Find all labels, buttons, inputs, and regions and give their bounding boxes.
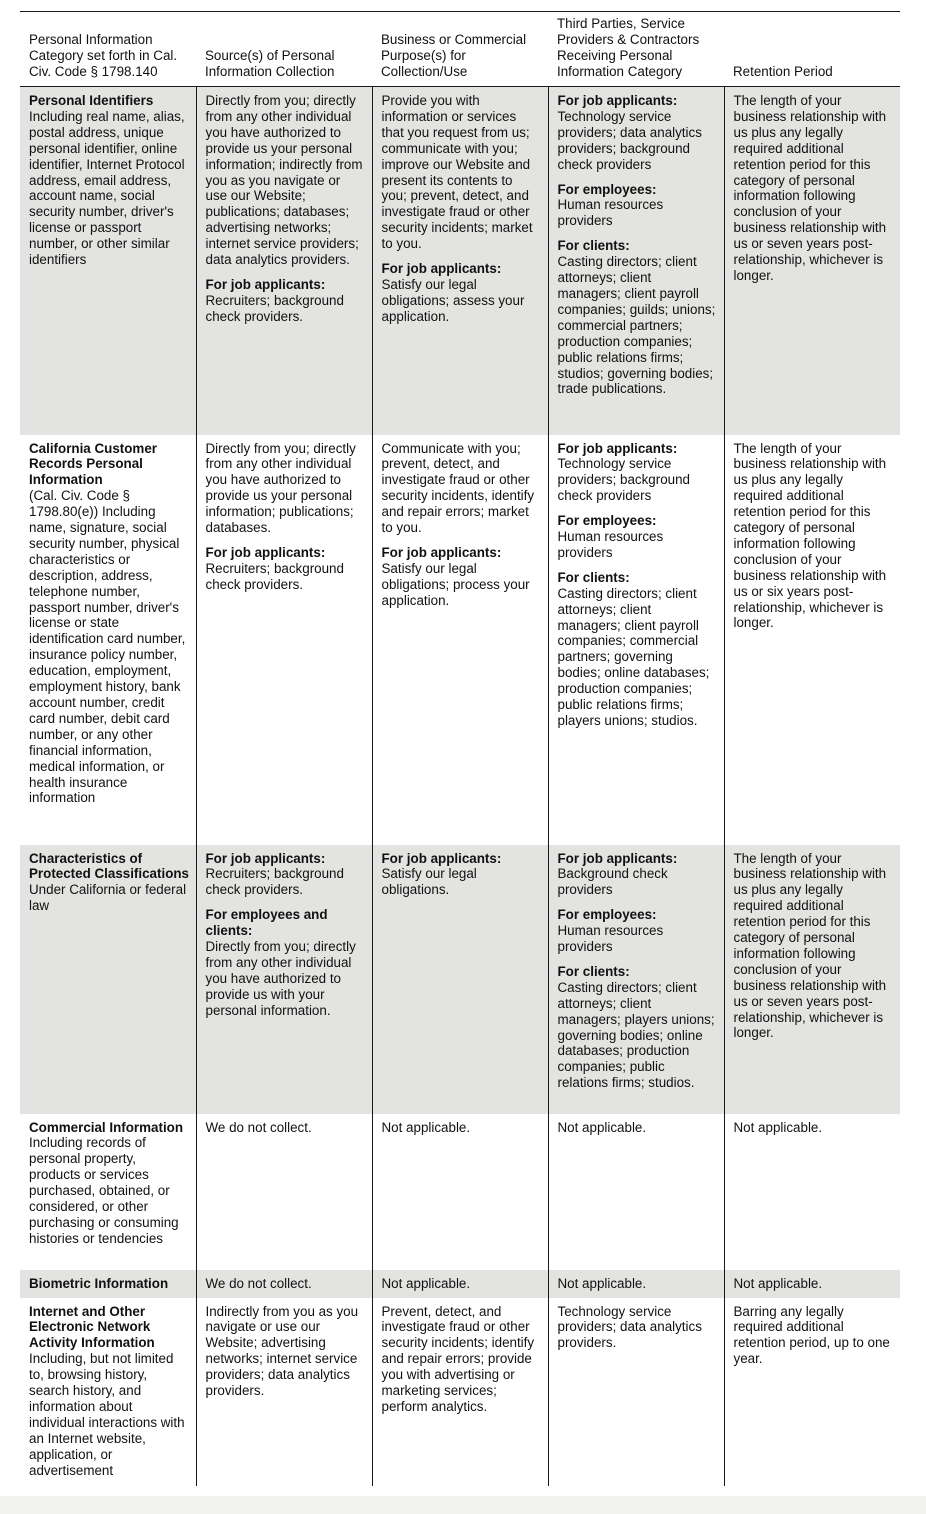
category-cell: [20, 1270, 196, 1298]
recipients-cell-group: [558, 851, 718, 899]
recipients-cell-group: [558, 1276, 718, 1292]
group-label: For clients:: [557, 238, 630, 254]
group-text: Recruiters; background check providers.: [205, 560, 344, 592]
table-body: [20, 87, 900, 1486]
group-label: For job applicants:: [557, 93, 678, 108]
group-text: Indirectly from you as you navigate or use our Website; advertising networks; internet service providers; data analytics providers.: [205, 1303, 359, 1399]
table-row: [20, 87, 900, 435]
group-label: For employees:: [557, 513, 657, 529]
category-cell: [20, 845, 196, 1114]
recipients-cell-group: [558, 93, 718, 173]
header-retention: Retention Period: [724, 12, 900, 87]
category-title: Internet and Other Electronic Network Activity Information: [29, 1303, 155, 1351]
category-cell: [20, 435, 196, 845]
group-text: Not applicable.: [381, 1119, 471, 1135]
retention-text: Not applicable.: [733, 1275, 823, 1291]
purposes-cell-group: [382, 1276, 542, 1292]
category-title: Personal Identifiers: [29, 93, 154, 108]
group-label: For job applicants:: [205, 544, 326, 560]
group-text: Satisfy our legal obligations.: [381, 866, 477, 898]
category-cell: [20, 1298, 196, 1486]
category-description: (Cal. Civ. Code § 1798.80(e)) Including name, signature, social security number, physical characteristics or description, address, telephone number, passport number, driver's license or state identification card number, insurance policy number, education, employment, employment history, bank account number, credit card number, debit card number, or any other financial information, medical information, or health insurance information: [29, 488, 186, 806]
group-text: Human resources providers: [557, 197, 664, 229]
purposes-cell-group: [382, 545, 542, 609]
retention-cell: [724, 1298, 900, 1486]
group-text: Not applicable.: [557, 1275, 647, 1291]
purposes-cell: [372, 845, 548, 1114]
group-text: Not applicable.: [381, 1275, 471, 1291]
group-text: Satisfy our legal obligations; process your application.: [381, 560, 530, 608]
group-text: Recruiters; background check providers.: [205, 292, 344, 324]
purposes-cell-group: [382, 261, 542, 325]
recipients-cell-group: [558, 1120, 718, 1136]
retention-cell: [724, 845, 900, 1114]
retention-cell: [724, 87, 900, 435]
retention-text: Not applicable.: [733, 1119, 823, 1135]
header-purposes: Business or Commercial Purpose(s) for Collection/Use: [372, 12, 548, 87]
recipients-cell-group: [558, 1304, 718, 1352]
sources-cell-group: [206, 907, 366, 1018]
sources-cell: [196, 435, 372, 845]
sources-cell-group: [206, 1304, 366, 1399]
recipients-cell-group: [558, 964, 718, 1091]
category-description: Under California or federal law: [29, 882, 187, 914]
purposes-cell-group: [382, 851, 542, 899]
group-label: For employees:: [557, 181, 657, 197]
purposes-cell: [372, 1298, 548, 1486]
sources-cell: [196, 1298, 372, 1486]
group-text: Directly from you; directly from any other individual you have authorized to provide us your personal information; publications; databases.: [205, 440, 356, 536]
recipients-cell-group: [558, 441, 718, 505]
group-label: For employees and clients:: [205, 907, 328, 939]
table-row: [20, 1114, 900, 1270]
recipients-cell-group: [558, 570, 718, 729]
purposes-cell: [372, 1114, 548, 1270]
group-label: For job applicants:: [381, 544, 502, 560]
group-text: Prevent, detect, and investigate fraud or other security incidents; identify and repair errors; provide you with advertising or marketing services; perform analytics.: [381, 1303, 535, 1414]
group-text: Directly from you; directly from any other individual you have authorized to provide us your personal information; indirectly from you as you navigate or use our Website; publications; databases; advertising networks; internet service providers; data analytics providers.: [205, 93, 363, 268]
group-text: Human resources providers: [557, 923, 664, 955]
sources-cell: [196, 845, 372, 1114]
group-label: For employees:: [557, 907, 657, 923]
group-label: For job applicants:: [557, 850, 678, 866]
table-row: [20, 1298, 900, 1486]
header-category: Personal Information Category set forth in Cal. Civ. Code § 1798.140: [20, 12, 196, 87]
recipients-cell-group: [558, 513, 718, 561]
category-cell: [20, 1114, 196, 1270]
sources-cell-group: [206, 93, 366, 268]
purposes-cell: [372, 1270, 548, 1298]
header-sources: Source(s) of Personal Information Collection: [196, 12, 372, 87]
purposes-cell: [372, 87, 548, 435]
recipients-cell: [548, 435, 724, 845]
table-header-row: [20, 12, 900, 87]
group-label: For job applicants:: [205, 276, 326, 292]
group-label: For clients:: [557, 963, 630, 979]
group-label: For job applicants:: [557, 440, 678, 456]
category-description: Including real name, alias, postal address, unique personal identifier, online identifier, Internet Protocol address, email address, account name, social security number, driver's license or passport number, or other similar identifiers: [29, 108, 185, 268]
category-title: Commercial Information: [29, 1119, 184, 1135]
retention-text: The length of your business relationship with us plus any legally required additional retention period for this category of personal information following conclusion of your business relationship with us or seven years post-relationship, whichever is longer.: [733, 93, 887, 283]
category-title: Biometric Information: [29, 1275, 169, 1291]
recipients-cell: [548, 1114, 724, 1270]
recipients-cell: [548, 1270, 724, 1298]
purposes-cell-group: [382, 1304, 542, 1415]
group-text: Not applicable.: [557, 1119, 647, 1135]
category-title: Characteristics of Protected Classifications: [29, 850, 189, 882]
category-description: Including records of personal property, products or services purchased, obtained, or considered, or other purchasing or consuming histories or tendencies: [29, 1135, 179, 1246]
group-label: For clients:: [557, 569, 630, 585]
group-text: We do not collect.: [205, 1119, 312, 1135]
recipients-cell: [548, 1298, 724, 1486]
group-label: For job applicants:: [205, 850, 326, 866]
group-text: Casting directors; client attorneys; client managers; client payroll companies; guilds; unions; commercial partners; production companies; public relations firms; studios; governing bodies; trade publications.: [557, 254, 716, 397]
group-text: Technology service providers; data analytics providers; background check providers: [557, 108, 702, 172]
group-text: We do not collect.: [205, 1275, 312, 1291]
group-text: Human resources providers: [557, 529, 664, 560]
group-text: Communicate with you; prevent, detect, and investigate fraud or other security incidents, identify and repair errors; market to you.: [381, 440, 535, 536]
group-text: Recruiters; background check providers.: [205, 866, 344, 898]
recipients-cell: [548, 845, 724, 1114]
personal-information-table: [20, 11, 900, 1486]
group-label: For job applicants:: [381, 850, 502, 866]
table-row: [20, 845, 900, 1114]
group-text: Technology service providers; background check providers: [557, 456, 690, 504]
category-cell: [20, 87, 196, 435]
retention-text: Barring any legally required additional retention period, up to one year.: [733, 1303, 890, 1367]
group-text: Casting directors; client attorneys; client managers; players unions; governing bodies; online databases; production companies; public relations firms; studios.: [557, 979, 715, 1091]
category-title: California Customer Records Personal Information: [29, 440, 157, 488]
recipients-cell-group: [558, 907, 718, 955]
group-label: For job applicants:: [381, 261, 502, 277]
recipients-cell-group: [558, 182, 718, 230]
group-text: Provide you with information or services that you request from us; communicate with you; improve our Website and present its contents to you; prevent, detect, and investigate fraud or other security incidents; market to you.: [381, 93, 533, 252]
group-text: Directly from you; directly from any other individual you have authorized to provide us with your personal information.: [205, 939, 356, 1018]
table-row: [20, 435, 900, 845]
recipients-cell-group: [558, 238, 718, 397]
sources-cell-group: [206, 545, 366, 593]
group-text: Casting directors; client attorneys; client managers; client payroll companies; commercial partners; governing bodies; online databases; production companies; public relations firms; players unions; studios.: [557, 585, 710, 728]
purposes-cell-group: [382, 441, 542, 536]
purposes-cell-group: [382, 93, 542, 252]
purposes-cell-group: [382, 1120, 542, 1136]
group-text: Background check providers: [557, 866, 668, 898]
sources-cell-group: [206, 441, 366, 536]
sources-cell-group: [206, 851, 366, 899]
sources-cell-group: [206, 1120, 366, 1136]
header-recipients: Third Parties, Service Providers & Contractors Receiving Personal Information Category: [548, 12, 724, 87]
group-text: Satisfy our legal obligations; assess your application.: [381, 276, 525, 324]
retention-text: The length of your business relationship with us plus any legally required additional retention period for this category of personal information following conclusion of your business relationship with us or seven years post-relationship, whichever is longer.: [733, 850, 887, 1041]
retention-cell: [724, 1114, 900, 1270]
purposes-cell: [372, 435, 548, 845]
sources-cell: [196, 1270, 372, 1298]
sources-cell: [196, 1114, 372, 1270]
table-row: [20, 1270, 900, 1298]
retention-cell: [724, 1270, 900, 1298]
recipients-cell: [548, 87, 724, 435]
sources-cell-group: [206, 277, 366, 325]
retention-cell: [724, 435, 900, 845]
category-description: Including, but not limited to, browsing history, search history, and information about individual interactions with an Internet website, application, or advertisement: [29, 1351, 185, 1478]
group-text: Technology service providers; data analytics providers.: [557, 1303, 702, 1351]
sources-cell-group: [206, 1276, 366, 1292]
sources-cell: [196, 87, 372, 435]
retention-text: The length of your business relationship with us plus any legally required additional retention period for this category of personal information following conclusion of your business relationship with us or six years post-relationship, whichever is longer.: [733, 440, 887, 631]
